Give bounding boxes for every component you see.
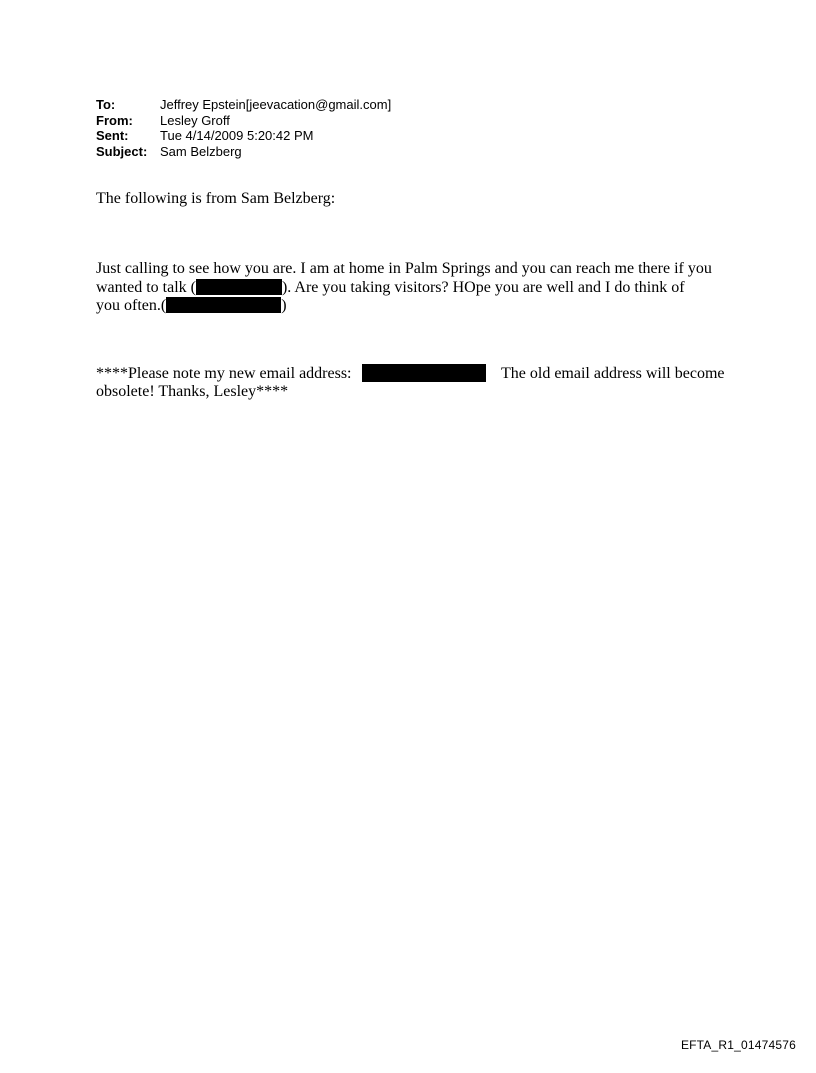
note-line-1-end: The old email address will become (501, 365, 725, 382)
intro-line: The following is from Sam Belzberg: (96, 190, 336, 207)
message-line-3 (96, 297, 287, 314)
from-label: From: (96, 112, 133, 128)
note-line-1-start: ****Please note my new email address: (96, 365, 352, 382)
message-line-2 (96, 279, 685, 296)
sent-row (96, 128, 391, 144)
note-line-2: obsolete! Thanks, Lesley**** (96, 383, 289, 400)
redaction-box (166, 297, 281, 313)
subject-row (96, 144, 391, 160)
sent-value: Tue 4/14/2009 5:20:42 PM (160, 128, 314, 143)
document-id: EFTA_R1_01474576 (680, 1038, 796, 1052)
redaction-box (196, 279, 282, 295)
message-line-2-start: wanted to talk ( (96, 279, 196, 296)
from-value: Lesley Groff (160, 112, 230, 128)
to-label: To: (96, 97, 116, 112)
from-row (96, 113, 391, 129)
message-line-3-start: you often.( (96, 297, 167, 314)
message-line-3-end: ) (281, 297, 287, 314)
to-row (96, 97, 391, 113)
note-line-1 (96, 365, 725, 382)
redaction-box (362, 364, 486, 382)
sent-label: Sent: (96, 128, 129, 143)
to-value: Jeffrey Epstein[jeevacation@gmail.com] (160, 97, 392, 112)
message-line-1: Just calling to see how you are. I am at home in Palm Springs and you can reach me there if you (96, 260, 712, 277)
subject-value: Sam Belzberg (160, 143, 242, 159)
email-header (96, 97, 391, 159)
subject-label: Subject: (96, 143, 148, 159)
message-line-2-end: ). Are you taking visitors? HOpe you are well and I do think of (281, 279, 685, 296)
